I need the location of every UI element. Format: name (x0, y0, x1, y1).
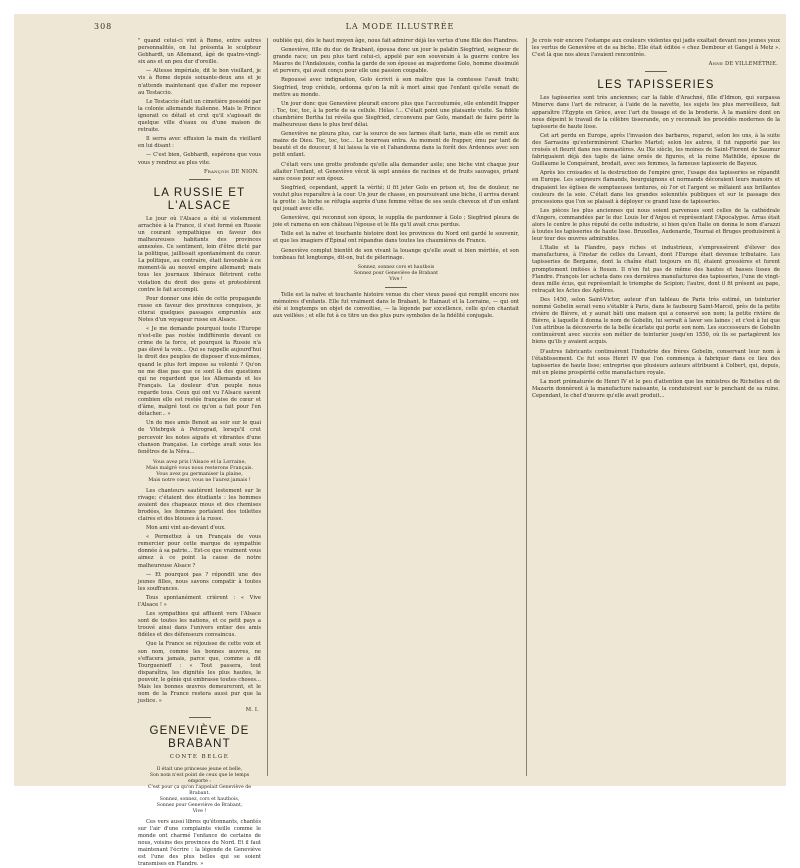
paragraph: Geneviève, qui reconnut son époux, le supplia de pardonner à Golo ; Siegfried pleura de joie et ramena en son château l'épouse et le fils qu'il avait crus perdus. (273, 215, 519, 229)
paragraph: Geneviève ne pleura plus, car la source de ses larmes était tarie, mais elle se remit aux mains de Dieu. Toc, toc, toc... Le bourreau entra. Au moment de frapper, ému par tant de beauté et de douceur, il lui laissa la vie et l'abandonna dans la forêt des Ardennes avec son petit enfant. (273, 131, 519, 159)
paragraph: D'autres fabricants continuèrent l'industrie des frères Gobelin, conservant leur nom à l'établissement. Ce fut sous Henri IV que l'on commença à fabriquer dans ce lieu des tapisseries de haute lisse; entreprise que plusieurs auteurs attribuent à Colbert, qui, depuis, mit en pleine prospérité cette manufacture royale. (532, 349, 780, 377)
paragraph: Ces vers aussi libres qu'étonnants, chantés sur l'air d'une complainte vieille comme le monde ont charmé l'enfance de certains de nous, voisins des provinces du Nord. Et il faut maintenant l'écrire : la légende de Geneviève est l'une des plus belles qui se soient transmises en Flandre. » (138, 819, 261, 868)
paragraph: Mon ami vint au-devant d'eux. (138, 525, 261, 532)
paragraph: Pour donner une idée de cette propagande russe en faveur des provinces conquises, je citerai quelques passages empruntés aux Notes d'un voyageur russe en Alsace. (138, 296, 261, 324)
paragraph: Geneviève complut bientôt de son vivant la louange qu'elle avait si bien méritée, et son tombeau fut longtemps, dit-on, but de pèlerinage. (273, 248, 519, 262)
magazine-page (14, 14, 786, 786)
paragraph: Tous spontanément crièrent : « Vive l'Alsace ! » (138, 595, 261, 609)
author-signature: Anne DE VILLEMÉTRIE. (532, 61, 778, 68)
paragraph: Un de mes amis Benoit au soir sur le quai de Vitebrgsk à Petrograd, lorsqu'il crut percevoir les notes aiguës et vibrantes d'une chanson française. Le cortège avait sous les fenêtres de la Néva... (138, 420, 261, 455)
paragraph: Après les croisades et la destruction de l'empire grec, l'usage des tapisseries se répandit en Europe. Les seigneurs flamands, bourguignons et normands décoraient leurs manoirs et drapaient les églises de somptueuses tentures, où l'or et l'argent se mêlaient aux brillantes couleurs de la soie. C'était dans les grandes solennités publiques et sur le passage des processions que l'on se plaisait à déployer ce grand luxe de tapisseries. (532, 170, 780, 205)
verse-line: Vous avez pu germaniser la plaine, (144, 471, 255, 477)
paragraph: oubliée qui, dès le haut moyen âge, nous fait admirer déjà les vertus d'une fille des Flandres. (273, 38, 519, 45)
paragraph: Que la France se réjouisse de cette voix et son nom, comme les bonnes œuvres, ne s'effacera jamais, parce que, comme a dit Tourguenieff : « Tout passera, tout disparaîtra, les dignités les plus hautes, le pouvoir, le génie qui embrasse toutes choses... Mais les bonnes œuvres demeureront, et le nom de la France restera aussi pur que la justice. » (138, 641, 261, 705)
verse-line: Vive ! (279, 277, 513, 283)
verse-line: Sonnez, sonnez, cors et hautbois, (144, 797, 255, 803)
paragraph: « Je me demande pourquoi toute l'Europe n'est-elle pas restée indifférente devant ce crime de la force, et pourquoi la Russie n'a pas élevé la voix... Qui se rappelle aujourd'hui le droit des peuples de disposer d'eux-mêmes, quand le plus fort impose sa volonté ? Qu'on ne me dise pas que ce sont là des questions qui ne regardent que les Allemands et les Français. La douleur d'un peuple nous regarde tous. Ceux qui ont vu l'Alsace savent combien elle est restée française de cœur et d'âme, malgré tout ce qu'on a fait pour l'en détacher... » (138, 326, 261, 418)
section-divider (645, 71, 667, 72)
author-signature: M. I. (138, 707, 259, 714)
column-left (138, 38, 261, 778)
section-heading: GENEVIÈVE DE BRABANT (138, 725, 261, 751)
author-signature: François DE NION. (138, 169, 259, 176)
paragraph: Le Testaccio était un cimetière possédé par la colonie allemande italienne. Mais le Prince ignorait ce détail et crut qu'il s'agissait de quelque ville d'eaux ou d'une maison de retraite. (138, 99, 261, 134)
section-subheading: CONTE BELGE (138, 754, 261, 761)
paragraph: « Permettez à un Français de vous remercier pour cette marque de sympathie donnée à sa patrie... Est-ce que vraiment vous aimez à ce point la cause de notre malheureuse Alsace ? (138, 534, 261, 569)
verse-line: Sonnez pour Geneviève de Brabant (279, 271, 513, 277)
page-number: 308 (94, 22, 112, 31)
section-heading: LES TAPISSERIES (532, 79, 780, 92)
paragraph: Telle est la naïve et touchante histoire dont les provinces du Nord ont gardé le souvenir, et que les imagiers d'Épinal ont répandue dans toutes les chaumières de France. (273, 231, 519, 245)
paragraph: Les sympathies qui affluent vers l'Alsace sont de toutes les nations, et ce petit pays a trouvé ainsi dans l'univers entier des amis fidèles et des défenseurs convaincus. (138, 611, 261, 639)
verse-line: C'est pour ça qu'on l'appelait Geneviève de Brabant. (144, 785, 255, 797)
paragraph: Repoussé avec indignation, Golo écrivit à son maître que la comtesse l'avait trahi; Siegfried, trop crédule, ordonna qu'on la mît à mort ainsi que l'enfant qu'elle venait de mettre au monde. (273, 77, 519, 98)
column-middle (273, 38, 519, 778)
paragraph: — C'est bien, Gebhardt, espérons que vous vous y rendrez au plus vite. (138, 152, 261, 166)
paragraph: — Altesse impériale, dit le bon vieillard, je vis à Rome depuis soixante-deux ans et je n'attends maintenant que d'aller me reposer au Testaccio. (138, 68, 261, 96)
paragraph: Un jour donc que Geneviève pleurait encore plus que l'accoutumée, elle entendit frapper : Toc, toc, toc, à la porte de sa cellule. Hélas !... C'était point une plaisante visite. Sa fidèle chambrière Bertha lui révéla que Siegfried, circonvenu par Golo, mandait de faire périr la malheureuse dans le plus bref délai. (273, 101, 519, 129)
paragraph: Geneviève, fille du duc de Brabant, épousa donc un jour le palatin Siegfried, seigneur de grande race; un peu plus tard celui-ci, appelé par son souverain à la guerre contre les Maures de l'Andalousie, confia la garde de son épouse au majordome Golo, homme dissimulé et pervers, qui avait conçu pour elle une passion coupable. (273, 47, 519, 75)
verse-line: Il était une princesse jeune et belle, (144, 767, 255, 773)
verse-line: Mais malgré vous nous resterons Français. (144, 465, 255, 471)
section-divider (189, 717, 211, 718)
paragraph: C'était vers une grotte profonde qu'elle alla demander asile; une biche vint chaque jour allaiter l'enfant, et Geneviève vécut là sept années de racines et de fruits sauvages, priant sans cesse pour son époux. (273, 162, 519, 183)
paragraph: Des 1450, selon Saint-Victor, auteur d'un tableau de Paris très estimé, un teinturier nommé Gobelin serait venu s'établir à Paris, dans le faubourg Saint-Marcel, près de la petite rivière de Bièvre, et y aurait bâti une maison qui a conservé son nom; la petite rivière de Bièvre, à laquelle il donna le nom de Gobelin, lui servait à laver ses laines ; et c'est à lui que l'on attribue la découverte de la belle écarlate qui porte son nom. Les successeurs de Gobelin continuèrent avec succès son métier de teinturier jusqu'en 1550, où ils se partagèrent les biens qu'ils y avaient acquis. (532, 297, 780, 347)
poem-excerpt (279, 265, 513, 283)
paragraph: Il serra avec effusion la main du vieillard en lui disant : (138, 136, 261, 150)
paragraph: Cet art perdu en Europe, après l'invasion des barbares, reparut, selon les uns, à la suite des Sarrasins qu'exterminèrent Charles Martel; selon les autres, il fut rapporté par les croisés et fleurit dans nos monastères. Au IXe siècle, les moines de Saint-Florent de Saumur fabriquaient déjà des tapis de laine ornés de figures, et la reine Mathilde, épouse de Guillaume le Conquérant, brodait, avec ses femmes, la fameuse tapisserie de Bayeux. (532, 133, 780, 168)
running-header (14, 22, 786, 36)
verse-line: Son nom n'est point de ceux que le temps emporte : (144, 773, 255, 785)
paragraph: Les chanteurs sautèrent lestement sur le rivage; c'étaient des étudiants : les hommes avaient des chapeaux mous et des chemises brodées, les femmes portaient des toilettes claires et des blouses à la russe. (138, 488, 261, 523)
paragraph: L'Italie et la Flandre, pays riches et industrieux, s'empressèrent d'élever des manufactures, à l'instar de celles du Levant, dont l'Europe était devenue tributaire. Les tapisseries de Bergame, dont la chaîne était toujours en fil, étaient grossières et furent promptement imitées à Rouen. Il n'en fut pas de même des hautes et basses lisses de Flandre. François Ier acheta dans ces dernières manufactures des tapisseries, l'une de vingt-deux mille écus, qui représentait le triomphe de Scipion; l'autre, dont il fit présent au pape, retraçait les Actes des Apôtres. (532, 245, 780, 295)
paragraph: — Et pourquoi pas ? répondit une des jeunes filles, nous savons compatir à toutes les souffrances. (138, 572, 261, 593)
verse-line: Vive ! (144, 809, 255, 815)
section-divider (189, 179, 211, 180)
paragraph: " quand celui-ci vint à Rome, entre autres personnalités, on lui présenta le sculpteur Gebhardt, un Allemand, âgé de quatre-vingt-six ans et un peu dur d'oreille. (138, 38, 261, 66)
section-divider (385, 287, 407, 288)
poem-excerpt (144, 459, 255, 484)
verse-line: Vous avez pris l'Alsace et la Lorraine, (144, 459, 255, 465)
paragraph: Telle est la naïve et touchante histoire venue du cher vieux passé qui remplit encore nos mémoires d'enfants. Elle fut vraiment dans le Brabant, le Hainaut et la Lorraine, — qui ont été si longtemps un objet de convoitise, — la légende par excellence, celle qu'on chantait aux veillées ; et elle fut à ce titre un des plus purs symboles de la fidélité conjugale. (273, 292, 519, 320)
paragraph: La mort prématurée de Henri IV et le peu d'attention que les ministres de Richelieu et de Mazarin donnèrent à la manufacture naissante, la conduisirent sur le penchant de sa ruine. Cependant, le chef d'œuvre qu'elle avait produit... (532, 379, 780, 400)
paragraph: Le jour où l'Alsace a été si violemment arrachée à la France, il s'est formé en Russie un courant sympathique en faveur des malheureuses habitants des provinces annexées. Ce sentiment, loin d'être dicté par la politique, jaillissait spontanément du cœur. La politique, au contraire, était favorable à ce moment-là au nouvel empire allemand; mais tous les journaux libéraux flétrirent cette violation du droit des gens et protestèrent contre le fait accompli. (138, 216, 261, 294)
paragraph: Les tapisseries sont très anciennes; car la fable d'Arachné, fille d'Idmon, qui surpassa Minerve dans l'art de retracer, à l'aide de la navette, les sujets les plus merveilleux, fait apparaître l'Égypte en Grèce, avec l'art du tissage et de la broderie. À la manière dont on nous dépeint le travail de la célèbre tisserande, on y reconnaît les procédés modernes de la tapisserie de haute lisse. (532, 95, 780, 130)
verse-line: Sonnez pour Geneviève de Brabant, (144, 803, 255, 809)
paragraph: Les pièces les plus anciennes qui nous soient parvenues sont celles de la cathédrale d'Angers, commandées par le duc Louis Ier d'Anjou et représentant l'Apocalypse. Arras était alors le centre le plus réputé de cette industrie, si bien qu'en Italie on donna le nom d'arazzi à toutes les tapisseries de haute lisse. Bruxelles, Audenarde, Tournai et Bruges produisirent à leur tour des œuvres admirables. (532, 208, 780, 243)
verse-line: Sonnez, sonnez cors et hautbois (279, 265, 513, 271)
journal-title: LA MODE ILLUSTRÉE (14, 22, 786, 31)
paragraph: Siegfried, cependant, apprit la vérité; il fit jeter Golo en prison et, fou de douleur, ne voulut plus reparaître à la cour. Un jour de chasse, en poursuivant une biche, il arriva devant la grotte : la biche se réfugia auprès d'une femme vêtue de ses seuls cheveux et d'un enfant qui jouait avec elle. (273, 185, 519, 213)
poem-excerpt (144, 767, 255, 815)
section-heading: LA RUSSIE ET L'ALSACE (138, 187, 261, 213)
verse-line: Mais notre cœur, vous ne l'aurez jamais ! (144, 477, 255, 483)
column-right (532, 38, 780, 778)
column-rule-right (526, 38, 527, 776)
paragraph: Je crois voir encore l'estampe aux couleurs violentes qui jadis exaltait devant nos jeunes yeux les vertus de Geneviève et de sa biche. Elle était éditée « chez Dembour et Gangel à Metz ». C'est là que nos aïeux l'avaient rencontrée. (532, 38, 780, 59)
column-rule-left (267, 38, 268, 776)
